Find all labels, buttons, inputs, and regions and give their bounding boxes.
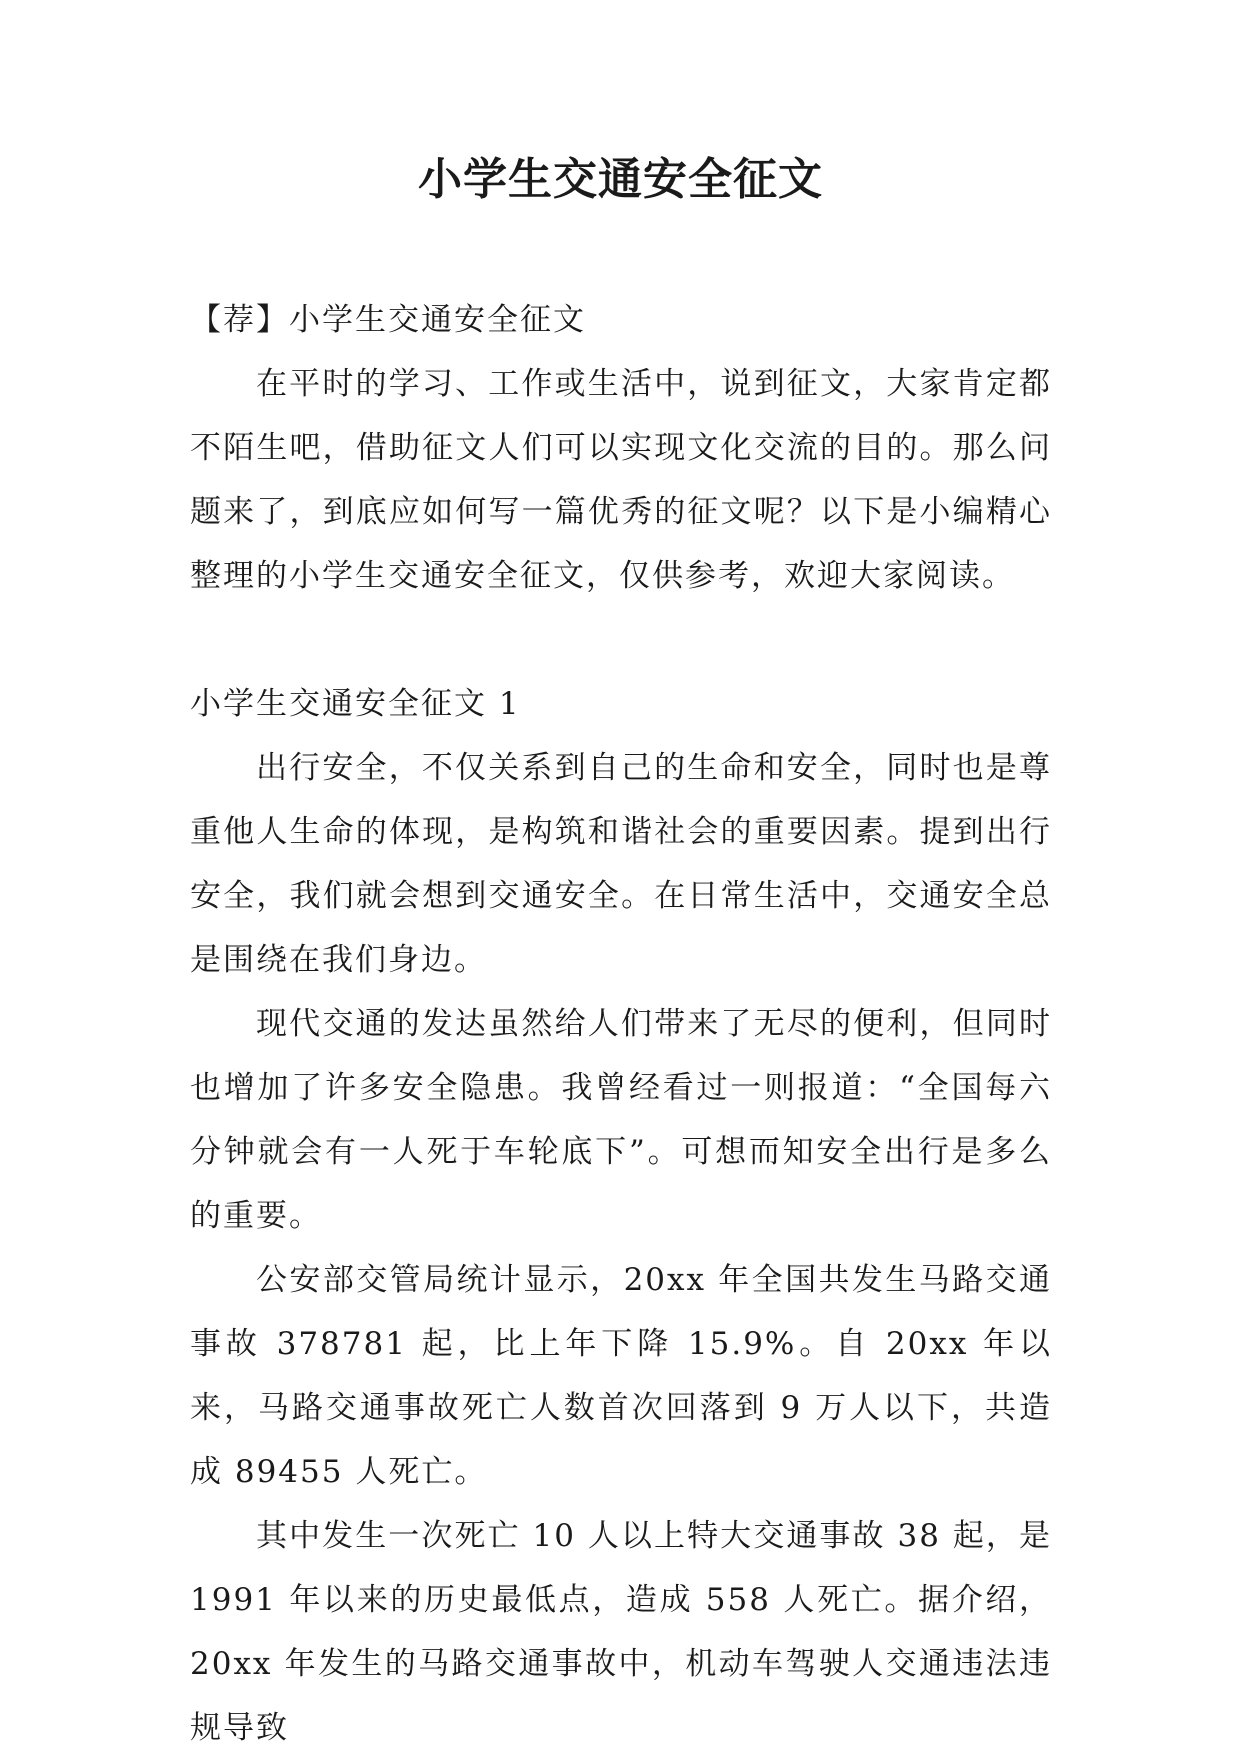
document-body [190, 288, 1052, 1760]
body-paragraph-4: 其中发生一次死亡 10 人以上特大交通事故 38 起，是 1991 年以来的历史最低点，造成 558 人死亡。据介绍，20xx 年发生的马路交通事故中，机动车驾驶人交通违法违规导致 [190, 1518, 1052, 1746]
section-gap [190, 608, 1052, 672]
section-heading: 小学生交通安全征文 1 [190, 686, 521, 722]
body-paragraph-2: 现代交通的发达虽然给人们带来了无尽的便利，但同时也增加了许多安全隐患。我曾经看过一则报道：“全国每六分钟就会有一人死于车轮底下”。可想而知安全出行是多么的重要。 [190, 1006, 1052, 1234]
recommend-line: 【荐】小学生交通安全征文 [190, 302, 586, 338]
document-title: 小学生交通安全征文 [418, 154, 823, 205]
intro-paragraph: 在平时的学习、工作或生活中，说到征文，大家肯定都不陌生吧，借助征文人们可以实现文化交流的目的。那么问题来了，到底应如何写一篇优秀的征文呢？以下是小编精心整理的小学生交通安全征文，仅供参考，欢迎大家阅读。 [190, 366, 1052, 594]
body-paragraph-3: 公安部交管局统计显示，20xx 年全国共发生马路交通事故 378781 起，比上年下降 15.9%。自 20xx 年以来，马路交通事故死亡人数首次回落到 9 万人以下，共造成 89455 人死亡。 [190, 1262, 1052, 1490]
body-paragraph-1: 出行安全，不仅关系到自己的生命和安全，同时也是尊重他人生命的体现，是构筑和谐社会的重要因素。提到出行安全，我们就会想到交通安全。在日常生活中，交通安全总是围绕在我们身边。 [190, 750, 1052, 978]
